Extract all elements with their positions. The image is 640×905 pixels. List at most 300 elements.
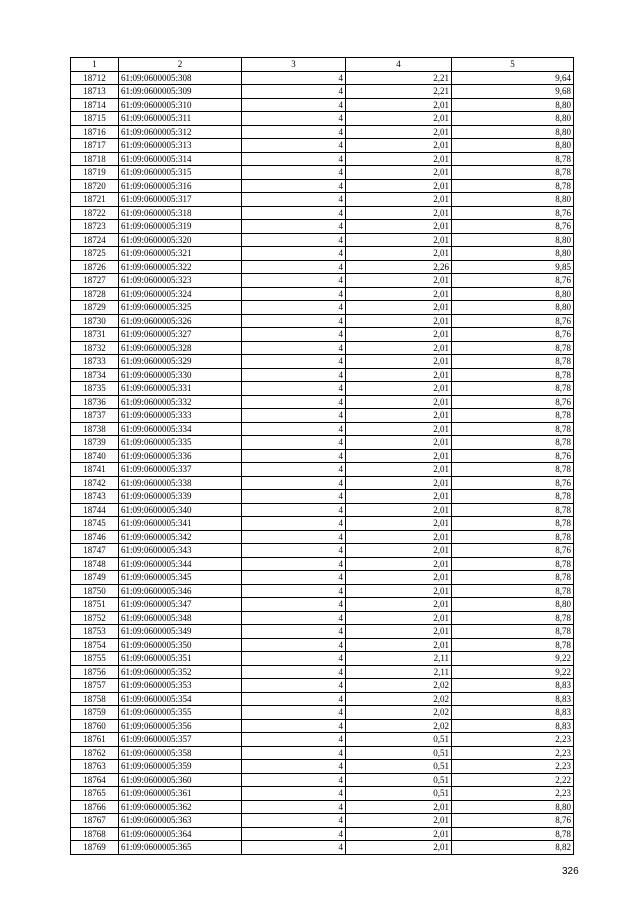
table-cell-col4: 2,01 — [346, 287, 452, 301]
table-cell-col3: 4 — [242, 692, 346, 706]
table-cell-col1: 18717 — [71, 139, 119, 153]
page-number: 326 — [562, 866, 579, 877]
table-cell-col1: 18728 — [71, 287, 119, 301]
table-cell-col5: 8,80 — [452, 287, 574, 301]
table-cell-col4: 2,01 — [346, 436, 452, 450]
table-cell-col2: 61:09:0600005:340 — [119, 503, 242, 517]
table-cell-col4: 2,01 — [346, 584, 452, 598]
table-row — [71, 814, 574, 828]
table-cell-col4: 2,26 — [346, 260, 452, 274]
table-row — [71, 638, 574, 652]
table-cell-col2: 61:09:0600005:360 — [119, 773, 242, 787]
table-cell-col1: 18754 — [71, 638, 119, 652]
table-cell-col2: 61:09:0600005:331 — [119, 382, 242, 396]
table-cell-col1: 18764 — [71, 773, 119, 787]
table-cell-col5: 8,76 — [452, 328, 574, 342]
table-cell-col1: 18757 — [71, 679, 119, 693]
table-cell-col1: 18722 — [71, 206, 119, 220]
table-cell-col4: 2,02 — [346, 719, 452, 733]
table-cell-col2: 61:09:0600005:336 — [119, 449, 242, 463]
table-cell-col4: 0,51 — [346, 746, 452, 760]
table-cell-col5: 8,78 — [452, 179, 574, 193]
table-cell-col2: 61:09:0600005:311 — [119, 112, 242, 126]
header-row — [71, 58, 574, 72]
table-cell-col1: 18716 — [71, 125, 119, 139]
table-row — [71, 746, 574, 760]
table-cell-col2: 61:09:0600005:359 — [119, 760, 242, 774]
table-cell-col5: 8,76 — [452, 544, 574, 558]
table-cell-col3: 4 — [242, 503, 346, 517]
table-cell-col3: 4 — [242, 193, 346, 207]
table-cell-col4: 2,01 — [346, 328, 452, 342]
table-cell-col1: 18737 — [71, 409, 119, 423]
table-cell-col3: 4 — [242, 422, 346, 436]
table-cell-col2: 61:09:0600005:329 — [119, 355, 242, 369]
table-cell-col3: 4 — [242, 827, 346, 841]
table-cell-col1: 18760 — [71, 719, 119, 733]
table-row — [71, 152, 574, 166]
table-cell-col5: 8,80 — [452, 233, 574, 247]
table-row — [71, 449, 574, 463]
table-cell-col5: 8,80 — [452, 247, 574, 261]
table-cell-col4: 2,01 — [346, 233, 452, 247]
table-cell-col1: 18720 — [71, 179, 119, 193]
table-cell-col1: 18745 — [71, 517, 119, 531]
table-cell-col1: 18746 — [71, 530, 119, 544]
table-cell-col4: 2,01 — [346, 355, 452, 369]
table-row — [71, 112, 574, 126]
table-cell-col1: 18729 — [71, 301, 119, 315]
table-cell-col5: 8,83 — [452, 679, 574, 693]
table-cell-col4: 2,01 — [346, 638, 452, 652]
table-cell-col2: 61:09:0600005:322 — [119, 260, 242, 274]
table-cell-col2: 61:09:0600005:315 — [119, 166, 242, 180]
table-row — [71, 530, 574, 544]
table-cell-col4: 2,01 — [346, 206, 452, 220]
table-cell-col3: 4 — [242, 139, 346, 153]
table-row — [71, 476, 574, 490]
table-cell-col2: 61:09:0600005:365 — [119, 841, 242, 855]
table-cell-col4: 2,01 — [346, 463, 452, 477]
table-cell-col2: 61:09:0600005:308 — [119, 71, 242, 85]
table-row — [71, 328, 574, 342]
table-cell-col2: 61:09:0600005:346 — [119, 584, 242, 598]
table-row — [71, 760, 574, 774]
table-row — [71, 517, 574, 531]
table-cell-col4: 2,01 — [346, 490, 452, 504]
table-cell-col4: 0,51 — [346, 733, 452, 747]
table-cell-col5: 8,80 — [452, 125, 574, 139]
table-cell-col1: 18751 — [71, 598, 119, 612]
table-cell-col1: 18766 — [71, 800, 119, 814]
table-cell-col4: 2,01 — [346, 476, 452, 490]
table-cell-col4: 2,01 — [346, 98, 452, 112]
table-row — [71, 85, 574, 99]
table-cell-col4: 2,01 — [346, 220, 452, 234]
table-cell-col3: 4 — [242, 665, 346, 679]
table-cell-col5: 8,76 — [452, 220, 574, 234]
table-row — [71, 301, 574, 315]
table-cell-col3: 4 — [242, 625, 346, 639]
table-cell-col1: 18763 — [71, 760, 119, 774]
table-cell-col2: 61:09:0600005:332 — [119, 395, 242, 409]
table-cell-col3: 4 — [242, 260, 346, 274]
table-cell-col1: 18731 — [71, 328, 119, 342]
table-cell-col5: 8,78 — [452, 517, 574, 531]
table-cell-col2: 61:09:0600005:327 — [119, 328, 242, 342]
table-cell-col3: 4 — [242, 314, 346, 328]
table-cell-col4: 2,01 — [346, 166, 452, 180]
table-cell-col1: 18768 — [71, 827, 119, 841]
table-cell-col2: 61:09:0600005:321 — [119, 247, 242, 261]
table-cell-col5: 8,76 — [452, 395, 574, 409]
table-cell-col3: 4 — [242, 112, 346, 126]
table-row — [71, 314, 574, 328]
table-cell-col3: 4 — [242, 233, 346, 247]
table-cell-col1: 18734 — [71, 368, 119, 382]
table-cell-col5: 9,64 — [452, 71, 574, 85]
table-cell-col3: 4 — [242, 409, 346, 423]
table-cell-col4: 2,01 — [346, 193, 452, 207]
table-cell-col5: 8,76 — [452, 449, 574, 463]
table-cell-col4: 2,01 — [346, 800, 452, 814]
table-row — [71, 652, 574, 666]
table-row — [71, 98, 574, 112]
table-cell-col2: 61:09:0600005:338 — [119, 476, 242, 490]
table-cell-col2: 61:09:0600005:328 — [119, 341, 242, 355]
table-cell-col5: 8,80 — [452, 98, 574, 112]
table-cell-col4: 2,01 — [346, 422, 452, 436]
table-cell-col2: 61:09:0600005:341 — [119, 517, 242, 531]
table-cell-col3: 4 — [242, 436, 346, 450]
table-row — [71, 611, 574, 625]
table-cell-col4: 0,51 — [346, 787, 452, 801]
table-cell-col5: 8,78 — [452, 368, 574, 382]
table-cell-col5: 8,78 — [452, 463, 574, 477]
table-cell-col1: 18736 — [71, 395, 119, 409]
table-cell-col3: 4 — [242, 611, 346, 625]
table-cell-col1: 18730 — [71, 314, 119, 328]
table-cell-col5: 8,80 — [452, 800, 574, 814]
table-cell-col1: 18756 — [71, 665, 119, 679]
table-cell-col4: 0,51 — [346, 760, 452, 774]
table-cell-col3: 4 — [242, 395, 346, 409]
table-cell-col3: 4 — [242, 598, 346, 612]
table-cell-col5: 8,78 — [452, 490, 574, 504]
table-row — [71, 679, 574, 693]
table-cell-col5: 9,22 — [452, 665, 574, 679]
column-header-4: 4 — [346, 58, 452, 72]
table-cell-col1: 18715 — [71, 112, 119, 126]
table-row — [71, 800, 574, 814]
table-cell-col3: 4 — [242, 206, 346, 220]
table-cell-col1: 18740 — [71, 449, 119, 463]
table-cell-col1: 18743 — [71, 490, 119, 504]
table-cell-col3: 4 — [242, 98, 346, 112]
table-row — [71, 571, 574, 585]
table-cell-col2: 61:09:0600005:325 — [119, 301, 242, 315]
table-cell-col4: 2,01 — [346, 395, 452, 409]
column-header-2: 2 — [119, 58, 242, 72]
table-cell-col1: 18718 — [71, 152, 119, 166]
table-cell-col4: 2,01 — [346, 409, 452, 423]
table-cell-col2: 61:09:0600005:350 — [119, 638, 242, 652]
table-cell-col4: 2,01 — [346, 827, 452, 841]
table-cell-col3: 4 — [242, 71, 346, 85]
table-cell-col4: 2,02 — [346, 706, 452, 720]
table-cell-col5: 8,78 — [452, 557, 574, 571]
table-cell-col4: 2,01 — [346, 841, 452, 855]
table-cell-col5: 8,78 — [452, 436, 574, 450]
table-cell-col5: 9,68 — [452, 85, 574, 99]
table-cell-col3: 4 — [242, 787, 346, 801]
table-cell-col1: 18739 — [71, 436, 119, 450]
table-cell-col3: 4 — [242, 368, 346, 382]
table-row — [71, 787, 574, 801]
table-cell-col2: 61:09:0600005:309 — [119, 85, 242, 99]
table-cell-col3: 4 — [242, 571, 346, 585]
table-cell-col2: 61:09:0600005:324 — [119, 287, 242, 301]
table-cell-col1: 18767 — [71, 814, 119, 828]
table-cell-col3: 4 — [242, 382, 346, 396]
table-cell-col3: 4 — [242, 274, 346, 288]
table-row — [71, 827, 574, 841]
table-cell-col5: 8,78 — [452, 422, 574, 436]
table-cell-col5: 8,80 — [452, 598, 574, 612]
table-cell-col5: 8,78 — [452, 166, 574, 180]
table-cell-col4: 2,11 — [346, 652, 452, 666]
table-cell-col5: 2,23 — [452, 760, 574, 774]
table-cell-col4: 2,01 — [346, 814, 452, 828]
table-row — [71, 382, 574, 396]
table-cell-col2: 61:09:0600005:319 — [119, 220, 242, 234]
table-cell-col2: 61:09:0600005:347 — [119, 598, 242, 612]
table-cell-col1: 18759 — [71, 706, 119, 720]
table-cell-col3: 4 — [242, 517, 346, 531]
table-cell-col2: 61:09:0600005:316 — [119, 179, 242, 193]
table-cell-col5: 8,78 — [452, 341, 574, 355]
table-cell-col2: 61:09:0600005:326 — [119, 314, 242, 328]
table-cell-col5: 8,76 — [452, 314, 574, 328]
table-cell-col3: 4 — [242, 166, 346, 180]
table-cell-col2: 61:09:0600005:330 — [119, 368, 242, 382]
table-cell-col4: 2,01 — [346, 314, 452, 328]
table-cell-col3: 4 — [242, 179, 346, 193]
table-row — [71, 193, 574, 207]
table-cell-col3: 4 — [242, 341, 346, 355]
table-cell-col4: 2,01 — [346, 152, 452, 166]
table-cell-col3: 4 — [242, 733, 346, 747]
table-cell-col5: 8,76 — [452, 476, 574, 490]
table-cell-col4: 2,21 — [346, 85, 452, 99]
table-cell-col5: 8,80 — [452, 301, 574, 315]
table-cell-col2: 61:09:0600005:335 — [119, 436, 242, 450]
table-cell-col4: 2,01 — [346, 247, 452, 261]
table-row — [71, 341, 574, 355]
table-cell-col4: 2,01 — [346, 503, 452, 517]
table-cell-col2: 61:09:0600005:354 — [119, 692, 242, 706]
table-cell-col1: 18761 — [71, 733, 119, 747]
table-cell-col5: 8,80 — [452, 139, 574, 153]
table-cell-col5: 8,76 — [452, 274, 574, 288]
table-cell-col5: 8,83 — [452, 719, 574, 733]
table-cell-col2: 61:09:0600005:364 — [119, 827, 242, 841]
table-cell-col1: 18769 — [71, 841, 119, 855]
table-cell-col3: 4 — [242, 355, 346, 369]
table-cell-col2: 61:09:0600005:344 — [119, 557, 242, 571]
table-cell-col1: 18750 — [71, 584, 119, 598]
table-cell-col1: 18762 — [71, 746, 119, 760]
data-table — [70, 57, 574, 855]
table-cell-col1: 18758 — [71, 692, 119, 706]
table-cell-col3: 4 — [242, 476, 346, 490]
table-cell-col3: 4 — [242, 490, 346, 504]
table-cell-col5: 8,78 — [452, 611, 574, 625]
table-cell-col4: 0,51 — [346, 773, 452, 787]
table-row — [71, 544, 574, 558]
table-cell-col1: 18714 — [71, 98, 119, 112]
table-cell-col3: 4 — [242, 85, 346, 99]
table-cell-col4: 2,01 — [346, 598, 452, 612]
table-cell-col1: 18742 — [71, 476, 119, 490]
table-row — [71, 557, 574, 571]
table-cell-col3: 4 — [242, 220, 346, 234]
table-cell-col1: 18732 — [71, 341, 119, 355]
table-cell-col4: 2,21 — [346, 71, 452, 85]
table-cell-col3: 4 — [242, 760, 346, 774]
table-row — [71, 247, 574, 261]
table-cell-col2: 61:09:0600005:358 — [119, 746, 242, 760]
table-cell-col3: 4 — [242, 841, 346, 855]
table-row — [71, 665, 574, 679]
table-cell-col5: 2,23 — [452, 746, 574, 760]
table-cell-col4: 2,01 — [346, 125, 452, 139]
data-table-container — [70, 57, 573, 855]
table-cell-col3: 4 — [242, 638, 346, 652]
table-cell-col2: 61:09:0600005:333 — [119, 409, 242, 423]
table-cell-col5: 8,76 — [452, 206, 574, 220]
table-row — [71, 422, 574, 436]
table-cell-col5: 8,78 — [452, 355, 574, 369]
table-cell-col5: 8,76 — [452, 814, 574, 828]
table-row — [71, 71, 574, 85]
table-cell-col5: 9,22 — [452, 652, 574, 666]
table-cell-col2: 61:09:0600005:310 — [119, 98, 242, 112]
table-cell-col5: 8,78 — [452, 827, 574, 841]
table-cell-col5: 8,80 — [452, 193, 574, 207]
table-row — [71, 490, 574, 504]
table-cell-col4: 2,01 — [346, 382, 452, 396]
table-cell-col1: 18724 — [71, 233, 119, 247]
table-row — [71, 179, 574, 193]
table-cell-col3: 4 — [242, 800, 346, 814]
table-cell-col2: 61:09:0600005:357 — [119, 733, 242, 747]
table-row — [71, 395, 574, 409]
table-cell-col4: 2,01 — [346, 557, 452, 571]
table-cell-col5: 8,80 — [452, 112, 574, 126]
table-cell-col1: 18749 — [71, 571, 119, 585]
table-cell-col1: 18752 — [71, 611, 119, 625]
table-cell-col3: 4 — [242, 530, 346, 544]
table-cell-col3: 4 — [242, 584, 346, 598]
table-cell-col5: 2,22 — [452, 773, 574, 787]
table-cell-col5: 8,78 — [452, 409, 574, 423]
table-cell-col1: 18741 — [71, 463, 119, 477]
table-cell-col4: 2,01 — [346, 625, 452, 639]
table-cell-col3: 4 — [242, 247, 346, 261]
table-cell-col1: 18712 — [71, 71, 119, 85]
table-cell-col2: 61:09:0600005:334 — [119, 422, 242, 436]
table-row — [71, 409, 574, 423]
column-header-3: 3 — [242, 58, 346, 72]
table-cell-col1: 18727 — [71, 274, 119, 288]
table-cell-col2: 61:09:0600005:312 — [119, 125, 242, 139]
column-header-5: 5 — [452, 58, 574, 72]
table-cell-col1: 18748 — [71, 557, 119, 571]
table-cell-col3: 4 — [242, 287, 346, 301]
table-cell-col4: 2,01 — [346, 544, 452, 558]
table-row — [71, 719, 574, 733]
table-cell-col1: 18738 — [71, 422, 119, 436]
table-cell-col3: 4 — [242, 652, 346, 666]
table-row — [71, 139, 574, 153]
table-cell-col3: 4 — [242, 773, 346, 787]
table-row — [71, 463, 574, 477]
table-row — [71, 233, 574, 247]
table-cell-col5: 8,78 — [452, 571, 574, 585]
table-cell-col5: 8,83 — [452, 706, 574, 720]
table-cell-col5: 8,78 — [452, 152, 574, 166]
table-cell-col2: 61:09:0600005:320 — [119, 233, 242, 247]
table-row — [71, 706, 574, 720]
table-row — [71, 841, 574, 855]
table-row — [71, 368, 574, 382]
table-row — [71, 625, 574, 639]
table-cell-col5: 8,78 — [452, 530, 574, 544]
column-header-1: 1 — [71, 58, 119, 72]
table-cell-col4: 2,01 — [346, 517, 452, 531]
table-cell-col4: 2,02 — [346, 679, 452, 693]
table-cell-col3: 4 — [242, 679, 346, 693]
table-cell-col3: 4 — [242, 706, 346, 720]
table-cell-col4: 2,01 — [346, 530, 452, 544]
table-cell-col2: 61:09:0600005:363 — [119, 814, 242, 828]
table-cell-col2: 61:09:0600005:349 — [119, 625, 242, 639]
table-cell-col2: 61:09:0600005:317 — [119, 193, 242, 207]
table-cell-col4: 2,01 — [346, 112, 452, 126]
table-cell-col1: 18755 — [71, 652, 119, 666]
table-cell-col5: 8,78 — [452, 584, 574, 598]
table-cell-col1: 18733 — [71, 355, 119, 369]
table-cell-col2: 61:09:0600005:348 — [119, 611, 242, 625]
table-cell-col5: 8,83 — [452, 692, 574, 706]
table-row — [71, 166, 574, 180]
table-cell-col3: 4 — [242, 557, 346, 571]
table-cell-col4: 2,01 — [346, 341, 452, 355]
table-cell-col2: 61:09:0600005:356 — [119, 719, 242, 733]
table-row — [71, 274, 574, 288]
table-row — [71, 220, 574, 234]
table-cell-col5: 8,78 — [452, 382, 574, 396]
table-cell-col2: 61:09:0600005:323 — [119, 274, 242, 288]
table-cell-col2: 61:09:0600005:343 — [119, 544, 242, 558]
table-cell-col2: 61:09:0600005:339 — [119, 490, 242, 504]
table-cell-col5: 8,78 — [452, 638, 574, 652]
table-cell-col3: 4 — [242, 463, 346, 477]
table-cell-col5: 8,78 — [452, 625, 574, 639]
table-row — [71, 733, 574, 747]
table-cell-col4: 2,01 — [346, 368, 452, 382]
